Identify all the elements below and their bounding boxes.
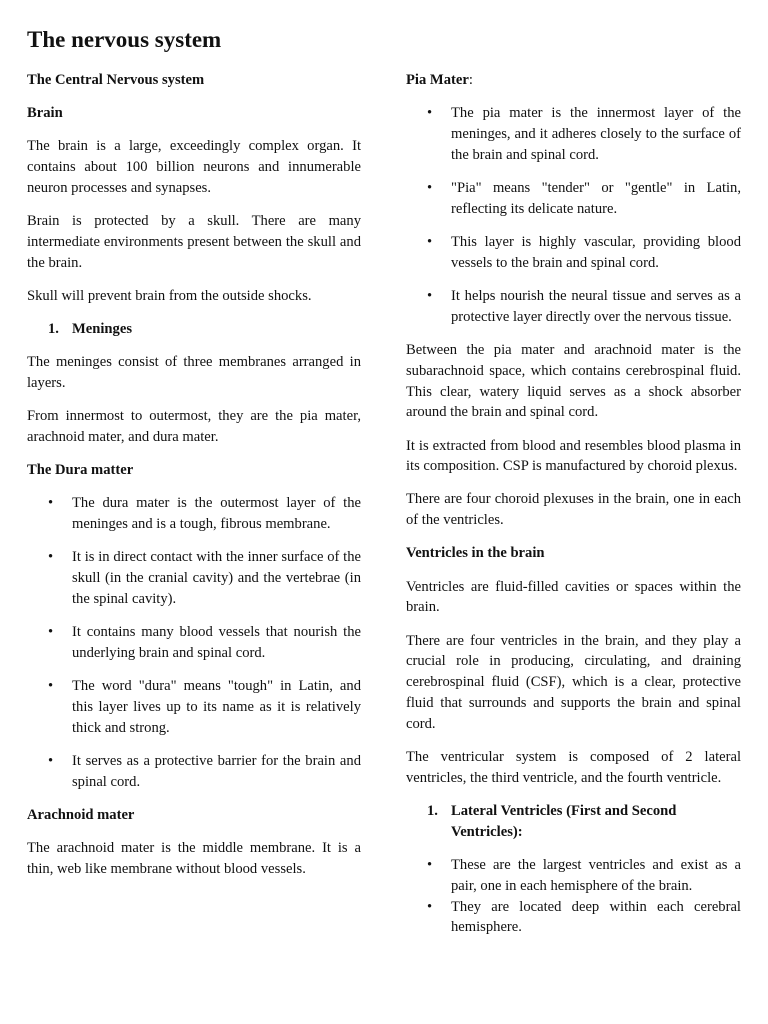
list-number: 1. [48,321,59,338]
list-item: • It serves as a protective barrier for the brain and spinal cord. [27,751,361,793]
meninges-paragraph-1: The meninges consist of three membranes arranged in layers. [27,354,361,392]
list-item: • "Pia" means "tender" or "gentle" in Latin, reflecting its delicate nature. [406,178,741,220]
ventricles-heading: Ventricles in the brain [406,545,545,562]
ventricles-paragraph-2: There are four ventricles in the brain, and they play a crucial role in producing, circulating, and draining cerebrospinal fluid (CSF), which is a clear, protective fluid that surrounds and supports the brain and spinal cord. [406,632,741,732]
brain-paragraph-1: The brain is a large, exceedingly complex organ. It contains about 100 billion neurons and innumerable neuron processes and synapses. [27,138,361,196]
page-title: The nervous system [27,27,222,52]
meninges-heading-item [27,319,361,340]
pia-heading-line [406,70,741,91]
pia-colon: : [468,72,473,88]
pia-heading: Pia Mater [406,72,469,88]
list-item: • This layer is highly vascular, providing blood vessels to the brain and spinal cord. [406,232,741,274]
lateral-heading: Lateral Ventricles (First and Second Ventricles): [451,803,677,840]
csf-paragraph-2: It is extracted from blood and resembles blood plasma in its composition. CSP is manufactured by choroid plexus. [406,437,741,475]
list-number: 1. [427,803,438,819]
list-item: • The dura mater is the outermost layer of the meninges and is a tough, fibrous membrane. [27,493,361,535]
ventricles-paragraph-1: Ventricles are fluid-filled cavities or spaces within the brain. [406,578,741,616]
csf-paragraph-3: There are four choroid plexuses in the brain, one in each of the ventricles. [406,491,741,529]
dura-heading: The Dura matter [27,462,134,479]
ventricles-paragraph-3: The ventricular system is composed of 2 lateral ventricles, the third ventricle, and the fourth ventricle. [406,749,741,786]
brain-paragraph-2: Brain is protected by a skull. There are many intermediate environments present between the skull and the brain. [27,213,361,271]
lateral-numbered-list [406,801,741,843]
brain-paragraph-3: Skull will prevent brain from the outside shocks. [27,287,312,304]
list-item: • These are the largest ventricles and exist as a pair, one in each hemisphere of the brain. [406,855,741,897]
lateral-heading-item [406,801,741,843]
meninges-paragraph-2: From innermost to outermost, they are the pia mater, arachnoid mater, and dura mater. [27,408,361,446]
list-item: • They are located deep within each cerebral hemisphere. [406,897,741,939]
list-item: • It contains many blood vessels that nourish the underlying brain and spinal cord. [27,622,361,664]
dura-bullet-list [27,493,361,792]
right-column [406,70,741,951]
csf-paragraph-1: Between the pia mater and arachnoid mater is the subarachnoid space, which contains cerebrospinal fluid. This clear, watery liquid serves as a shock absorber around the brain and spinal cord. [406,341,741,421]
brain-heading: Brain [27,105,63,122]
list-item: • The pia mater is the innermost layer of the meninges, and it adheres closely to the surface of the brain and spinal cord. [406,103,741,165]
left-column [27,70,361,892]
list-item: • It is in direct contact with the inner surface of the skull (in the cranial cavity) and the vertebrae (in the spinal cavity). [27,547,361,609]
cns-heading: The Central Nervous system [27,72,205,88]
meninges-numbered-list [27,319,361,340]
list-item: • The word "dura" means "tough" in Latin, and this layer lives up to its name as it is relatively thick and strong. [27,676,361,738]
pia-bullet-list [406,103,741,327]
meninges-heading: Meninges [72,321,132,338]
arachnoid-heading: Arachnoid mater [27,806,135,823]
list-item: • It helps nourish the neural tissue and serves as a protective layer directly over the nervous tissue. [406,286,741,328]
lateral-bullet-list [406,855,741,938]
arachnoid-paragraph: The arachnoid mater is the middle membrane. It is a thin, web like membrane without blood vessels. [27,840,361,877]
